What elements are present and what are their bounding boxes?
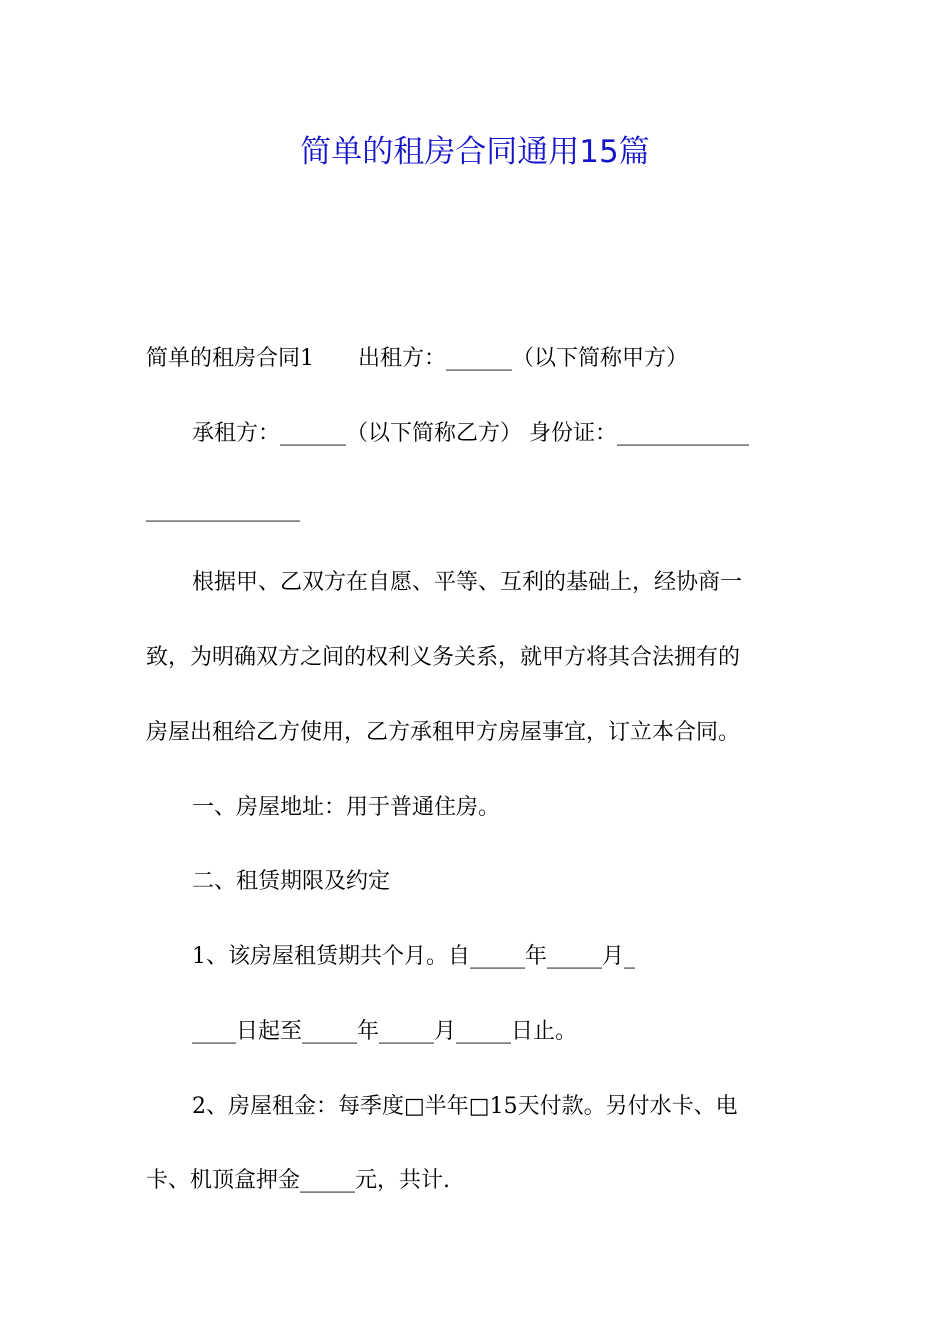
clause-lease-term-line-1: 1、该房屋租赁期共个月。自_____年_____月_ bbox=[192, 944, 635, 969]
clause-address: 一、房屋地址：用于普通住房。 bbox=[192, 795, 501, 820]
contract-heading-line: 简单的租房合同1 出租方：______（以下简称甲方） bbox=[146, 346, 688, 371]
id-continuation-line: ______________ bbox=[146, 497, 300, 522]
clause-rent-line-2: 卡、机顶盒押金_____元，共计. bbox=[146, 1168, 450, 1193]
preamble-line-1: 根据甲、乙双方在自愿、平等、互利的基础上，经协商一 bbox=[192, 570, 743, 595]
preamble-line-2: 致，为明确双方之间的权利义务关系，就甲方将其合法拥有的 bbox=[146, 645, 741, 670]
document-title: 简单的租房合同通用15篇 bbox=[300, 134, 650, 170]
clause-rent-line-1: 2、房屋租金：每季度□半年□15天付款。另付水卡、电 bbox=[192, 1094, 738, 1119]
preamble-line-3: 房屋出租给乙方使用，乙方承租甲方房屋事宜，订立本合同。 bbox=[146, 720, 741, 745]
tenant-id-line: 承租方：______（以下简称乙方） 身份证：____________ bbox=[192, 421, 749, 446]
clause-lease-term-line-2: ____日起至_____年_____月_____日止。 bbox=[192, 1019, 578, 1044]
clause-lease-term-heading: 二、租赁期限及约定 bbox=[192, 869, 391, 894]
